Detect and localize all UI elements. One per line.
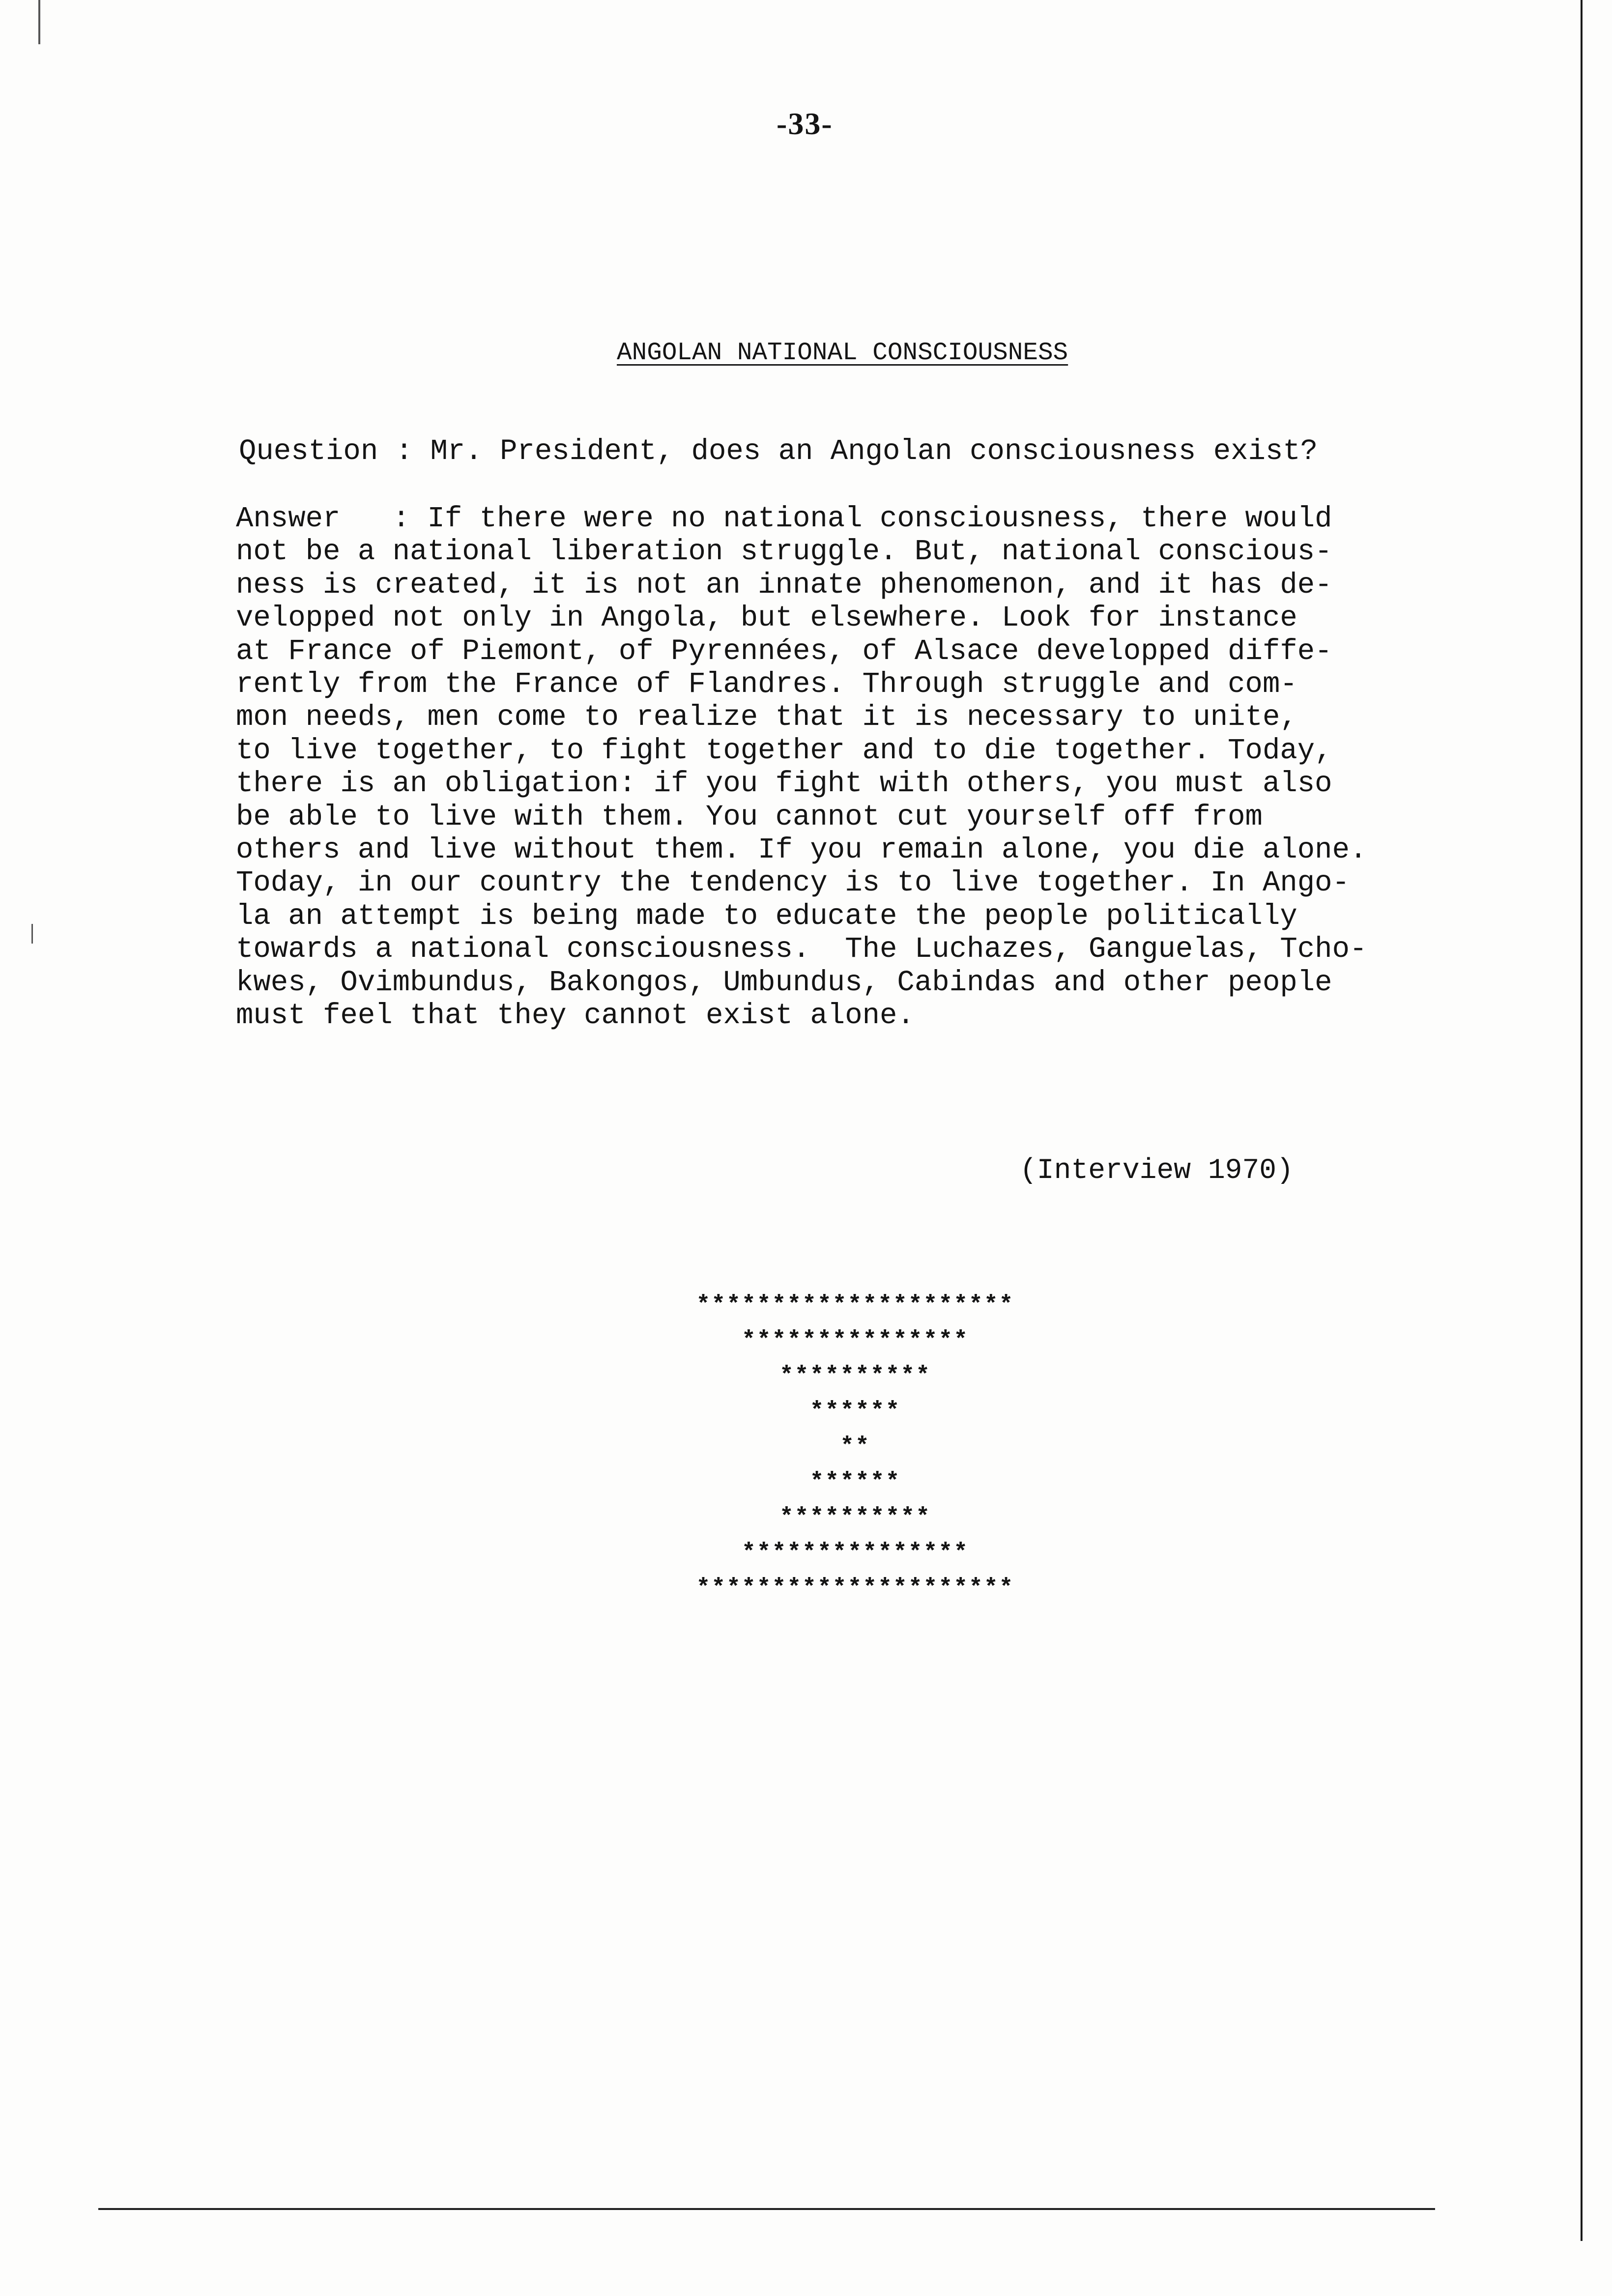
- ornament-row: ******: [809, 1398, 901, 1425]
- interview-attribution: (Interview 1970): [1020, 1155, 1294, 1187]
- ornament-row: ***************: [741, 1327, 969, 1354]
- answer-line: Today, in our country the tendency is to live together. In Ango-: [236, 866, 1350, 900]
- answer-line: to live together, to fight together and to die together. Today,: [236, 734, 1332, 767]
- margin-mark: [31, 924, 33, 944]
- section-heading: ANGOLAN NATIONAL CONSCIOUSNESS: [617, 339, 1068, 367]
- answer-line: must feel that they cannot exist alone.: [236, 999, 915, 1033]
- ornament-row: **********: [779, 1363, 931, 1389]
- answer-line: others and live without them. If you remain alone, you die alone.: [236, 833, 1367, 867]
- scan-right-border: [1581, 0, 1583, 2241]
- question-text: : Mr. President, does an Angolan consciousness exist?: [395, 435, 1318, 468]
- answer-line: la an attempt is being made to educate the people politically: [236, 899, 1297, 933]
- ornament-row: *********************: [696, 1575, 1014, 1602]
- answer-line: towards a national consciousness. The Luchazes, Ganguelas, Tcho-: [236, 933, 1367, 966]
- answer-paragraph: [236, 502, 1524, 1033]
- ornament-row: **********: [779, 1504, 931, 1531]
- page-number: -33-: [777, 106, 833, 141]
- asterisk-ornament: [659, 1288, 1052, 1606]
- answer-line: rently from the France of Flandres. Through struggle and com-: [236, 668, 1297, 701]
- answer-line: at France of Piemont, of Pyrennées, of Alsace developped diffe-: [236, 634, 1332, 668]
- answer-line: velopped not only in Angola, but elsewhere. Look for instance: [236, 602, 1297, 635]
- answer-line: ness is created, it is not an innate phenomenon, and it has de-: [236, 568, 1332, 602]
- ornament-row: ***************: [741, 1540, 969, 1566]
- answer-line: [236, 502, 1524, 535]
- scan-edge-mark: [38, 0, 40, 44]
- answer-line: kwes, Ovimbundus, Bakongos, Umbundus, Cabindas and other people: [236, 966, 1332, 999]
- ornament-row: *********************: [696, 1292, 1014, 1319]
- answer-line: there is an obligation: if you fight with others, you must also: [236, 767, 1332, 801]
- question-paragraph: [239, 435, 1318, 468]
- ornament-row: ******: [809, 1469, 901, 1495]
- answer-line: be able to live with them. You cannot cut yourself off from: [236, 800, 1263, 833]
- footer-rule: [98, 2208, 1435, 2210]
- answer-text: : If there were no national consciousness, there would: [340, 502, 1332, 535]
- answer-line: not be a national liberation struggle. But, national conscious-: [236, 535, 1332, 569]
- ornament-row: **: [840, 1434, 870, 1460]
- answer-line: mon needs, men come to realize that it is necessary to unite,: [236, 701, 1297, 734]
- question-label: Question: [239, 435, 378, 468]
- answer-label: Answer: [236, 502, 341, 535]
